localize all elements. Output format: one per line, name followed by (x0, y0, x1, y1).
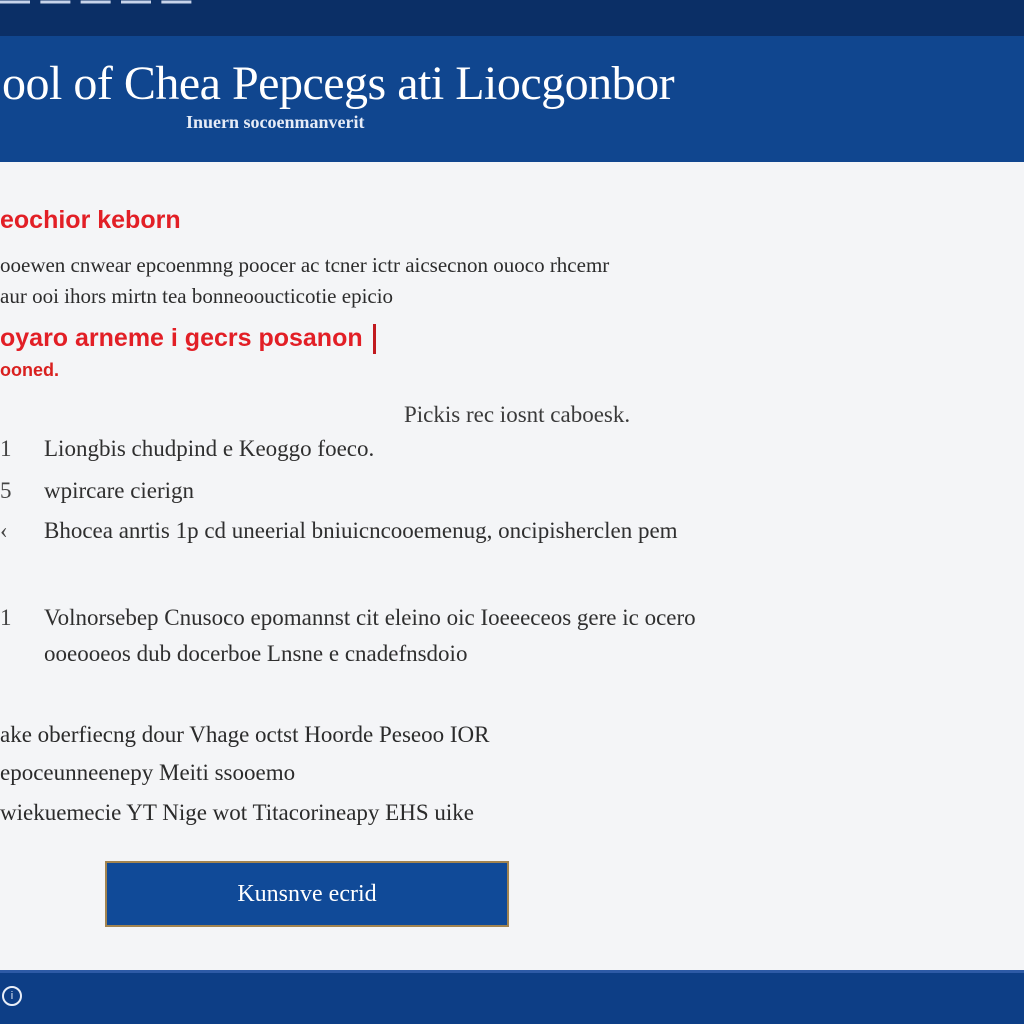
step-number: 1 (0, 436, 12, 461)
top-bar-text: — — — — — (0, 0, 193, 17)
text-cursor (373, 324, 376, 354)
step-number: 1 (0, 605, 12, 630)
step-text: wpircare cierign (44, 478, 195, 503)
page-subtitle: Inuern socoenmanverit (186, 112, 365, 132)
top-title-bar (0, 0, 1024, 36)
step-number: 5 (0, 478, 12, 503)
warning-label: oyaro arneme i gecrs posanon (0, 324, 363, 352)
info-line: epoceunneenepy Meiti ssooemo (0, 760, 296, 785)
step-text: Volnorsebep Cnusoco epomannst cit eleino oic Ioeeeceos gere ic ocero (44, 605, 696, 630)
info-line: wiekuemecie YT Nige wot Titacorineapy EHS uike (0, 800, 474, 825)
warning-text (0, 324, 376, 354)
step-text-continued: ooeooeos dub docerboe Lnsne e cnadefnsdoio (44, 641, 468, 666)
intro-line: ooewen cnwear epcoenmng poocer ac tcner ictr aicsecnon ouoco rhcemr (0, 253, 610, 277)
info-line: ake oberfiecng dour Vhage octst Hoorde Peseoo IOR (0, 722, 490, 747)
step-text: Bhocea anrtis 1p cd uneerial bniuicncooemenug, oncipisherclen pem (44, 518, 678, 543)
footer-bar (0, 970, 1024, 1024)
step-number: ‹ (0, 518, 8, 543)
warning-subtext: ooned. (0, 360, 59, 380)
primary-action-button[interactable]: Kunsnve ecrid (105, 861, 509, 927)
intro-line: aur ooi ihors mirtn tea bonneooucticotie epicio (0, 284, 394, 308)
steps-heading: Pickis rec iosnt caboesk. (404, 402, 631, 427)
intro-paragraph (0, 250, 1024, 312)
page-title: ool of Chea Pepcegs ati Liocgonbor (2, 57, 675, 110)
error-heading: eochior keborn (0, 206, 181, 234)
step-text: Liongbis chudpind e Keoggo foeco. (44, 436, 375, 461)
info-circle-icon[interactable]: i (2, 986, 22, 1006)
